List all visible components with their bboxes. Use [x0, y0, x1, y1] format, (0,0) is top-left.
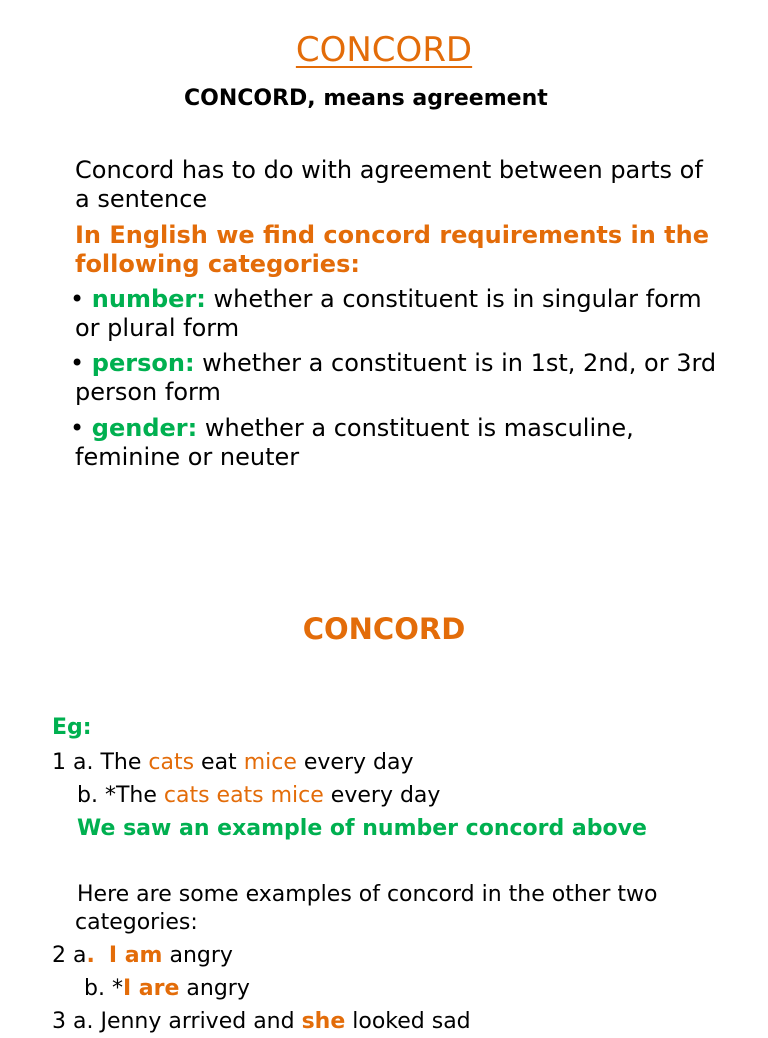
highlight-word: I am: [108, 943, 163, 968]
example-text: every day: [323, 783, 441, 808]
highlight-word: she: [301, 1009, 346, 1034]
highlight-word: I are: [122, 976, 180, 1001]
example-text: [95, 943, 109, 968]
slide-subtitle: CONCORD, means agreement: [184, 86, 548, 111]
bullet-text: whether a constituent is masculine,: [197, 414, 634, 442]
bullet-term: gender:: [91, 414, 198, 442]
highlight-word: cats eats mice: [163, 783, 324, 808]
example-text: looked sad: [345, 1009, 471, 1034]
bullet-continuation: person form: [75, 378, 221, 406]
example-3a: [52, 1005, 471, 1038]
categories-heading-line-2: following categories:: [75, 250, 360, 278]
bullet-text: whether a constituent is in 1st, 2nd, or 3rd: [194, 349, 717, 377]
example-text: 2 a: [52, 943, 87, 968]
example-1b: [77, 779, 440, 812]
categories-heading-line-1: In English we find concord requirements in the: [75, 221, 710, 249]
bullet-icon: •: [70, 285, 85, 313]
example-text: angry: [179, 976, 250, 1001]
highlight-word: cats: [148, 750, 195, 775]
bullet-item-gender: [70, 414, 634, 443]
highlight-word: mice: [243, 750, 297, 775]
example-text: 3 a. Jenny arrived and: [52, 1009, 302, 1034]
eg-label: Eg:: [52, 715, 92, 740]
example-text: b. *: [84, 976, 123, 1001]
bullet-continuation: or plural form: [75, 314, 240, 342]
example-1a: [52, 746, 413, 779]
slide-title: CONCORD: [302, 612, 466, 646]
example-text: eat: [194, 750, 244, 775]
intro-line-2: a sentence: [75, 185, 208, 213]
highlight-word: .: [86, 943, 95, 968]
intro-line-1: Concord has to do with agreement between parts of: [75, 156, 703, 184]
example-2a: [52, 939, 233, 972]
number-concord-note: We saw an example of number concord above: [77, 816, 647, 841]
bullet-term: number:: [91, 285, 206, 313]
bullet-icon: •: [70, 349, 85, 377]
example-text: every day: [296, 750, 414, 775]
bullet-icon: •: [70, 414, 85, 442]
bullet-continuation: feminine or neuter: [75, 443, 300, 471]
slide-title: CONCORD: [295, 30, 473, 70]
bullet-term: person:: [91, 349, 195, 377]
bullet-item-number: [70, 285, 702, 314]
here-line-1: Here are some examples of concord in the other two: [77, 882, 658, 907]
example-text: angry: [162, 943, 233, 968]
example-text: 1 a. The: [52, 750, 149, 775]
here-line-2: categories:: [75, 910, 198, 935]
bullet-item-person: [70, 349, 716, 378]
bullet-text: whether a constituent is in singular form: [205, 285, 702, 313]
example-2b: [84, 972, 250, 1005]
example-text: b. *The: [77, 783, 164, 808]
